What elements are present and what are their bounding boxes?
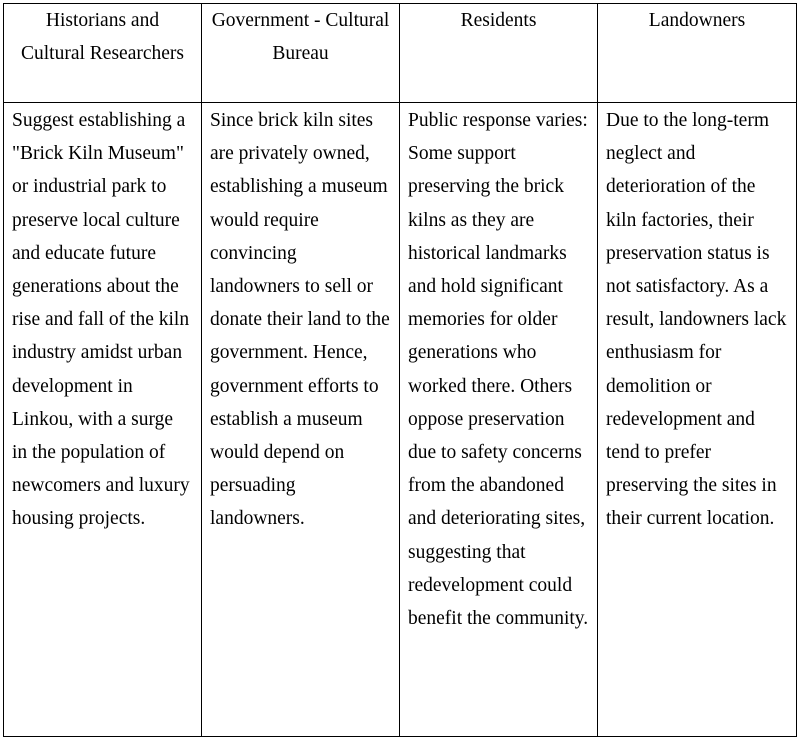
header-government: Government - Cultural Bureau [202,4,400,103]
table-body [4,103,797,737]
stakeholder-table [3,3,797,737]
cell-government: Since brick kiln sites are privately owned, establishing a museum would require convincing landowners to sell or donate their land to the government. Hence, government efforts to establish a museum would depend on persuading landowners. [202,103,400,737]
header-historians: Historians and Cultural Researchers [4,4,202,103]
cell-historians: Suggest establishing a "Brick Kiln Museum" or industrial park to preserve local culture and educate future generations about the rise and fall of the kiln industry amidst urban development in Linkou, with a surge in the population of newcomers and luxury housing projects. [4,103,202,737]
cell-residents: Public response varies: Some support preserving the brick kilns as they are historical landmarks and hold significant memories for older generations who worked there. Others oppose preservation due to safety concerns from the abandoned and deteriorating sites, suggesting that redevelopment could benefit the community. [400,103,598,737]
header-landowners: Landowners [598,4,797,103]
cell-landowners: Due to the long-term neglect and deterioration of the kiln factories, their preservation status is not satisfactory. As a result, landowners lack enthusiasm for demolition or redevelopment and tend to prefer preserving the sites in their current location. [598,103,797,737]
table-row [4,103,797,737]
header-row [4,4,797,103]
header-residents: Residents [400,4,598,103]
table-header [4,4,797,103]
